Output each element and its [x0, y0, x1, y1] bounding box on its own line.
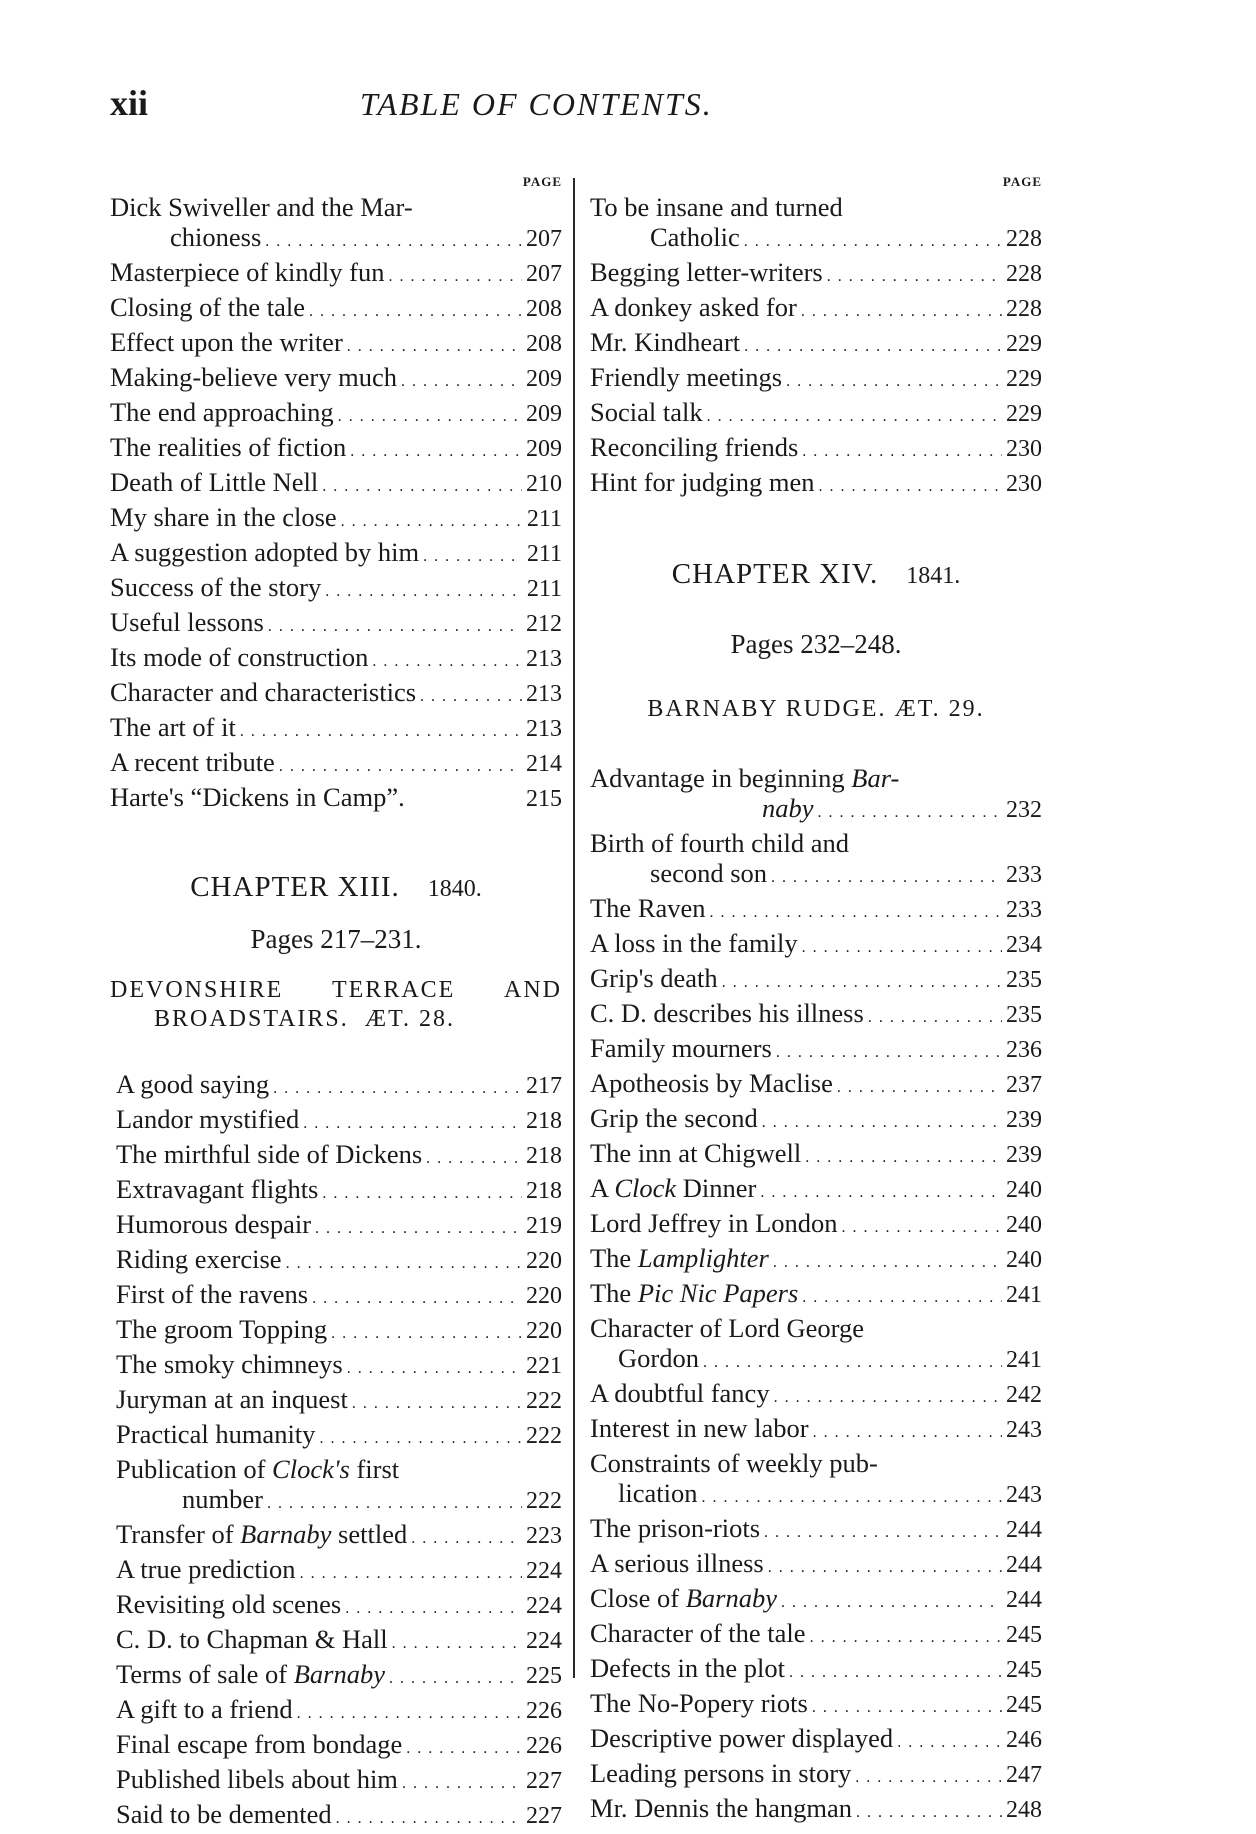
right-column — [590, 172, 1042, 1828]
page-ref: 215 — [526, 786, 562, 812]
toc-entry[interactable]: A serious illness . . . 244 — [590, 1548, 1042, 1583]
page-ref: 209 — [526, 401, 562, 427]
page-ref: 243 — [1006, 1417, 1042, 1443]
toc-entry[interactable]: A suggestion adopted by him . . . 211 — [110, 537, 562, 572]
toc-entry[interactable]: A Clock Dinner . . . 240 — [590, 1173, 1042, 1208]
page-ref: 227 — [526, 1803, 562, 1829]
toc-entry[interactable]: Harte's “Dickens in Camp”. 215 — [110, 782, 562, 812]
toc-entry[interactable]: Success of the story . . . 211 — [110, 572, 562, 607]
page-ref: 243 — [1006, 1482, 1042, 1508]
page-ref: 240 — [1006, 1247, 1042, 1273]
toc-entry[interactable]: Interest in new labor . . . 243 — [590, 1413, 1042, 1448]
toc-entry[interactable]: The No-Popery riots . . . 245 — [590, 1688, 1042, 1723]
toc-entry[interactable]: The Pic Nic Papers . . . 241 — [590, 1278, 1042, 1313]
page-ref: 225 — [526, 1663, 562, 1689]
toc-entry[interactable]: A doubtful fancy . . . 242 — [590, 1378, 1042, 1413]
page-ref: 239 — [1006, 1142, 1042, 1168]
toc-entry[interactable]: C. D. to Chapman & Hall . . . 224 — [116, 1624, 562, 1659]
page-ref: 213 — [526, 716, 562, 742]
toc-entry[interactable]: Said to be demented . . . 227 — [116, 1799, 562, 1834]
toc-entry[interactable]: Juryman at an inquest . . . 222 — [116, 1384, 562, 1419]
page-ref: 220 — [526, 1283, 562, 1309]
page-ref: 220 — [526, 1318, 562, 1344]
chapter-pages: Pages 232–248. — [730, 629, 902, 659]
page-ref: 236 — [1006, 1037, 1042, 1063]
page-ref: 209 — [526, 366, 562, 392]
page-header — [110, 82, 1060, 142]
page-ref: 218 — [526, 1178, 562, 1204]
page-ref: 235 — [1006, 967, 1042, 993]
toc-entry[interactable]: The end approaching . . . 209 — [110, 397, 562, 432]
page-ref: 222 — [526, 1488, 562, 1514]
toc-entry[interactable]: Character of Lord George Gordon . . . 241 — [590, 1313, 1042, 1378]
toc-entry[interactable]: Friendly meetings . . . 229 — [590, 362, 1042, 397]
toc-entry[interactable]: A recent tribute . . . 214 — [110, 747, 562, 782]
chapter-pages: Pages 217–231. — [250, 924, 422, 954]
page-ref: 230 — [1006, 471, 1042, 497]
toc-entry[interactable]: Its mode of construction . . . 213 — [110, 642, 562, 677]
toc-entry[interactable]: The Raven . . . 233 — [590, 893, 1042, 928]
toc-entry[interactable]: Hint for judging men . . . 230 — [590, 467, 1042, 502]
toc-entry[interactable]: Apotheosis by Maclise . . . 237 — [590, 1068, 1042, 1103]
toc-entry[interactable]: Humorous despair . . . 219 — [116, 1209, 562, 1244]
left-column — [110, 172, 562, 1834]
toc-entry[interactable]: A good saying . . . 217 — [116, 1069, 562, 1104]
toc-entry[interactable]: Masterpiece of kindly fun . . . 207 — [110, 257, 562, 292]
toc-entry[interactable]: Social talk . . . 229 — [590, 397, 1042, 432]
toc-entry[interactable]: The prison-riots . . . 244 — [590, 1513, 1042, 1548]
page-ref: 218 — [526, 1108, 562, 1134]
page-ref: 227 — [526, 1768, 562, 1794]
page-ref: 210 — [526, 471, 562, 497]
toc-entry[interactable]: Mr. Dennis the hangman . . . 248 — [590, 1793, 1042, 1828]
page-ref: 241 — [1006, 1282, 1042, 1308]
page-ref: 242 — [1006, 1382, 1042, 1408]
toc-entry[interactable]: Practical humanity . . . 222 — [116, 1419, 562, 1454]
toc-entry[interactable]: My share in the close . . . 211 — [110, 502, 562, 537]
leader-dots — [265, 222, 522, 257]
toc-entry[interactable]: Transfer of Barnaby settled . . . 223 — [116, 1519, 562, 1554]
toc-entry[interactable]: Useful lessons . . . 212 — [110, 607, 562, 642]
toc-entry[interactable]: To be insane and turned Catholic . . . 228 — [590, 192, 1042, 257]
page-ref: 229 — [1006, 331, 1042, 357]
toc-entry[interactable]: Publication of Clock's first number . . . 222 — [116, 1454, 562, 1519]
page-ref: 247 — [1006, 1762, 1042, 1788]
toc-entry[interactable]: The Lamplighter . . . 240 — [590, 1243, 1042, 1278]
page-ref: 224 — [526, 1628, 562, 1654]
toc-entry[interactable]: Character of the tale . . . 245 — [590, 1618, 1042, 1653]
chapter-age: ÆT. 29. — [894, 696, 985, 722]
page-ref: 213 — [526, 646, 562, 672]
page-ref: 207 — [526, 226, 562, 252]
toc-entry[interactable]: A donkey asked for . . . 228 — [590, 292, 1042, 327]
toc-entry[interactable]: Leading persons in story . . . 247 — [590, 1758, 1042, 1793]
chapter-heading — [590, 558, 1042, 591]
page-column-label: PAGE — [1002, 174, 1042, 189]
page-ref: 213 — [526, 681, 562, 707]
page-ref: 232 — [1006, 797, 1042, 823]
toc-entry[interactable]: Advantage in beginning Bar- naby . . . 232 — [590, 763, 1042, 828]
page-ref: 233 — [1006, 862, 1042, 888]
toc-entry[interactable]: Lord Jeffrey in London . . . 240 — [590, 1208, 1042, 1243]
page-ref: 224 — [526, 1558, 562, 1584]
toc-entry[interactable]: Descriptive power displayed . . . 246 — [590, 1723, 1042, 1758]
toc-entry[interactable]: Death of Little Nell . . . 210 — [110, 467, 562, 502]
toc-entry[interactable]: The mirthful side of Dickens . . . 218 — [116, 1139, 562, 1174]
toc-entry[interactable]: Begging letter-writers . . . 228 — [590, 257, 1042, 292]
page-ref: 246 — [1006, 1727, 1042, 1753]
page-ref: 233 — [1006, 897, 1042, 923]
toc-entry[interactable]: Terms of sale of Barnaby . . . 225 — [116, 1659, 562, 1694]
page-ref: 239 — [1006, 1107, 1042, 1133]
page-ref: 218 — [526, 1143, 562, 1169]
toc-entry[interactable]: Grip the second . . . 239 — [590, 1103, 1042, 1138]
page-ref: 211 — [526, 576, 562, 602]
page-ref: 220 — [526, 1248, 562, 1274]
page-ref: 244 — [1006, 1552, 1042, 1578]
page-ref: 234 — [1006, 932, 1042, 958]
page-ref: 240 — [1006, 1177, 1042, 1203]
page-ref: 207 — [526, 261, 562, 287]
page-ref: 222 — [526, 1388, 562, 1414]
toc-entry[interactable]: Final escape from bondage . . . 226 — [116, 1729, 562, 1764]
page-ref: 214 — [526, 751, 562, 777]
page-ref: 245 — [1006, 1692, 1042, 1718]
toc-entry[interactable]: C. D. describes his illness . . . 235 — [590, 998, 1042, 1033]
page-ref: 219 — [526, 1213, 562, 1239]
page-ref: 223 — [526, 1523, 562, 1549]
chapter-year: 1841. — [906, 563, 961, 589]
toc-entry[interactable]: Riding exercise . . . 220 — [116, 1244, 562, 1279]
page-ref: 244 — [1006, 1587, 1042, 1613]
toc-entry[interactable]: Mr. Kindheart . . . 229 — [590, 327, 1042, 362]
page-ref: 228 — [1006, 261, 1042, 287]
toc-entry[interactable]: Grip's death . . . 235 — [590, 963, 1042, 998]
toc-entry[interactable]: Dick Swiveller and the Mar- chioness . . . 207 — [110, 192, 562, 257]
column-divider — [573, 178, 575, 1678]
toc-entry[interactable]: Birth of fourth child and second son . . . 233 — [590, 828, 1042, 893]
toc-entry[interactable]: Character and characteristics . . . 213 — [110, 677, 562, 712]
chapter-title: CHAPTER XIV. — [671, 558, 879, 590]
page-ref: 211 — [526, 541, 562, 567]
page-ref: 229 — [1006, 401, 1042, 427]
page-ref: 211 — [526, 506, 562, 532]
toc-entry[interactable]: Family mourners . . . 236 — [590, 1033, 1042, 1068]
page-number: xii — [110, 83, 149, 123]
page-ref: 224 — [526, 1593, 562, 1619]
toc-entry[interactable]: A gift to a friend . . . 226 — [116, 1694, 562, 1729]
page-ref: 208 — [526, 296, 562, 322]
chapter-heading — [110, 871, 562, 904]
toc-entry[interactable]: Defects in the plot . . . 245 — [590, 1653, 1042, 1688]
toc-entry[interactable]: The realities of fiction . . . 209 — [110, 432, 562, 467]
page-ref: 217 — [526, 1073, 562, 1099]
running-title: TABLE OF CONTENTS. — [360, 86, 713, 122]
page-ref: 212 — [526, 611, 562, 637]
chapter-age: ÆT. 28. — [364, 1006, 455, 1032]
page-ref: 209 — [526, 436, 562, 462]
toc-entry[interactable]: Published libels about him . . . 227 — [116, 1764, 562, 1799]
toc-entry[interactable]: Reconciling friends . . . 230 — [590, 432, 1042, 467]
page-ref: 235 — [1006, 1002, 1042, 1028]
toc-entry[interactable]: Extravagant flights . . . 218 — [116, 1174, 562, 1209]
toc-entry[interactable]: Close of Barnaby . . . 244 — [590, 1583, 1042, 1618]
page-ref: 221 — [526, 1353, 562, 1379]
toc-entry[interactable]: Landor mystified . . . 218 — [116, 1104, 562, 1139]
chapter-year: 1840. — [427, 876, 482, 902]
toc-entry[interactable]: Making-believe very much . . . 209 — [110, 362, 562, 397]
toc-entry[interactable]: The inn at Chigwell . . . 239 — [590, 1138, 1042, 1173]
page-ref: 248 — [1006, 1797, 1042, 1823]
toc-entry[interactable]: Effect upon the writer . . . 208 — [110, 327, 562, 362]
page-ref: 240 — [1006, 1212, 1042, 1238]
page-ref: 228 — [1006, 296, 1042, 322]
chapter-title: CHAPTER XIII. — [190, 871, 400, 903]
page-ref: 222 — [526, 1423, 562, 1449]
toc-entry[interactable]: Closing of the tale . . . 208 — [110, 292, 562, 327]
page-ref: 241 — [1006, 1347, 1042, 1373]
page-ref: 229 — [1006, 366, 1042, 392]
page-column-label: PAGE — [522, 174, 562, 189]
chapter-subject: DEVONSHIRE TERRACE AND BROADSTAIRS. ÆT. 28. — [110, 977, 562, 1032]
toc-entry[interactable]: The groom Topping . . . 220 — [116, 1314, 562, 1349]
page-ref: 228 — [1006, 226, 1042, 252]
page-ref: 245 — [1006, 1657, 1042, 1683]
chapter-subject: BARNABY RUDGE. ÆT. 29. — [647, 696, 985, 722]
page-ref: 244 — [1006, 1517, 1042, 1543]
toc-entry[interactable]: A loss in the family . . . 234 — [590, 928, 1042, 963]
page-ref: 237 — [1006, 1072, 1042, 1098]
toc-entry[interactable]: A true prediction . . . 224 — [116, 1554, 562, 1589]
page-ref: 245 — [1006, 1622, 1042, 1648]
toc-entry[interactable]: Constraints of weekly pub- lication . . . 243 — [590, 1448, 1042, 1513]
toc-entry[interactable]: Revisiting old scenes . . . 224 — [116, 1589, 562, 1624]
page-ref: 226 — [526, 1733, 562, 1759]
page-ref: 226 — [526, 1698, 562, 1724]
toc-entry[interactable]: The smoky chimneys . . . 221 — [116, 1349, 562, 1384]
page-ref: 230 — [1006, 436, 1042, 462]
page-ref: 208 — [526, 331, 562, 357]
toc-entry[interactable]: The art of it . . . 213 — [110, 712, 562, 747]
toc-entry[interactable]: First of the ravens . . . 220 — [116, 1279, 562, 1314]
